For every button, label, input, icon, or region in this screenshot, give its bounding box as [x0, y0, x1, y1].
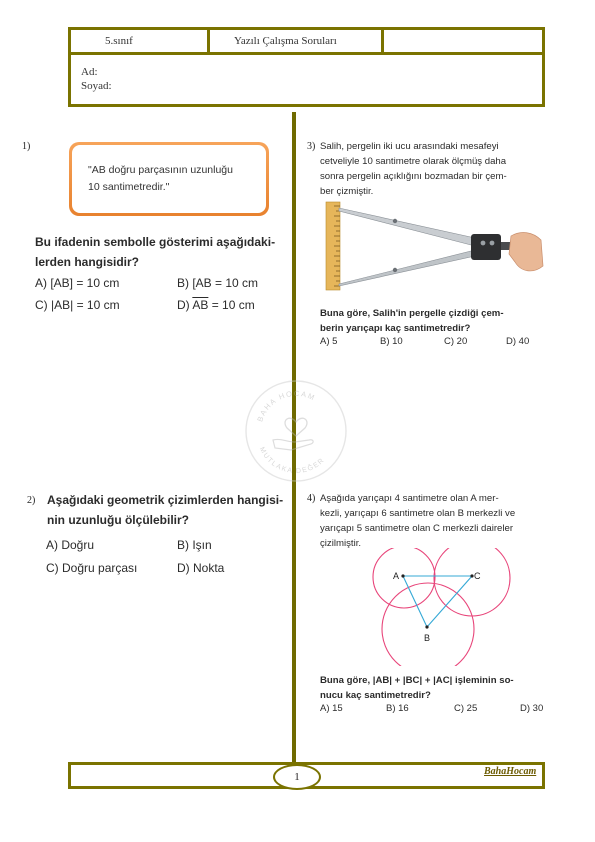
heart-icon [285, 418, 307, 436]
compass-leg-icon [339, 250, 475, 286]
q1-quote-line: "AB doğru parçasının uzunluğu [88, 164, 233, 176]
compass-hinge-icon [471, 234, 501, 260]
q4-question-line: Buna göre, |AB| + |BC| + |AC| işleminin so- [320, 675, 514, 686]
q3-text-line: ber çizmiştir. [320, 186, 374, 197]
q4-option-c[interactable]: C) 25 [454, 703, 478, 714]
q3-number: 3) [307, 141, 316, 152]
header-box [68, 27, 545, 107]
surname-label: Soyad: [81, 80, 112, 92]
q1-number: 1) [22, 141, 31, 152]
q4-text-line: yarıçapı 5 santimetre olan C merkezli daireler [320, 523, 514, 534]
q2-option-a[interactable]: A) Doğru [46, 538, 95, 552]
q3-question-line: Buna göre, Salih'in pergelle çizdiği çem- [320, 308, 504, 319]
q1-option-d-segment: $\overline{AB}$ [192, 298, 209, 312]
signature: BahaHocam [484, 766, 537, 777]
q4-option-d[interactable]: D) 30 [520, 703, 544, 714]
label-c: C [474, 571, 481, 581]
q1-stem-line: lerden hangisidir? [35, 255, 140, 269]
header-divider [381, 30, 384, 52]
q3-option-c[interactable]: C) 20 [444, 336, 468, 347]
q4-option-b[interactable]: B) 16 [386, 703, 409, 714]
name-label: Ad: [81, 66, 98, 78]
q2-option-d[interactable]: D) Nokta [177, 561, 225, 575]
q1-quote-line: 10 santimetredir." [88, 181, 170, 193]
q1-option-d-prefix: D) [177, 298, 193, 312]
header-divider [207, 30, 210, 52]
q4-question-line: nucu kaç santimetredir? [320, 690, 431, 701]
q4-text [320, 491, 546, 551]
q3-question-line: berin yarıçapı kaç santimetredir? [320, 323, 471, 334]
q1-option-d[interactable] [177, 298, 255, 312]
q3-question [320, 306, 546, 336]
q4-text-line: Aşağıda yarıçapı 4 santimetre olan A mer- [320, 493, 499, 504]
compass-leg-icon [339, 208, 475, 246]
grade-label: 5.sınıf [105, 35, 133, 47]
q3-option-d[interactable]: D) 40 [506, 336, 530, 347]
watermark-seal [243, 378, 349, 484]
header-title: Yazılı Çalışma Soruları [234, 35, 337, 47]
q4-option-a[interactable]: A) 15 [320, 703, 343, 714]
q3-option-a[interactable]: A) 5 [320, 336, 338, 347]
q1-option-d-suffix: = 10 cm [208, 298, 255, 312]
q1-quote-box [69, 142, 269, 216]
hand-icon [273, 439, 313, 450]
q2-stem [47, 490, 283, 530]
circles-diagram [360, 548, 530, 666]
q1-quote [72, 145, 266, 213]
q2-stem-line: nin uzunluğu ölçülebilir? [47, 513, 189, 527]
header-row [71, 30, 542, 55]
q4-text-line: kezli, yarıçapı 6 santimetre olan B merkezli ve [320, 508, 516, 519]
q2-option-c[interactable]: C) Doğru parçası [46, 561, 138, 575]
q1-option-c[interactable]: C) |AB| = 10 cm [35, 298, 120, 312]
q4-text-line: çizilmiştir. [320, 538, 362, 549]
q3-option-b[interactable]: B) 10 [380, 336, 403, 347]
svg-text:BAHA HOCAM: BAHA HOCAM [255, 388, 318, 423]
q1-option-a[interactable]: A) [AB] = 10 cm [35, 276, 120, 290]
label-b: B [424, 633, 431, 643]
q1-stem-line: Bu ifadenin sembolle gösterimi aşağıdaki- [35, 235, 276, 249]
svg-text:MUTLAKA DEĞER: MUTLAKA DEĞER [257, 446, 327, 476]
q3-text [320, 139, 546, 199]
q4-question [320, 673, 546, 703]
q1-option-b[interactable]: B) [AB = 10 cm [177, 276, 259, 290]
q2-stem-line: Aşağıdaki geometrik çizimlerden hangisi- [47, 493, 284, 507]
q3-text-line: Salih, pergelin iki ucu arasındaki mesafeyi [320, 141, 499, 152]
q2-number: 2) [27, 495, 36, 506]
page-number: 1 [273, 764, 321, 790]
q3-text-line: sonra pergelin açıklığını bozmadan bir çem- [320, 171, 507, 182]
circle-b [382, 583, 474, 666]
q4-number: 4) [307, 493, 316, 504]
hand-icon [509, 233, 543, 271]
q2-option-b[interactable]: B) Işın [177, 538, 212, 552]
compass-ruler-image [325, 200, 545, 292]
q1-stem [35, 232, 275, 272]
label-a: A [393, 571, 400, 581]
q3-text-line: cetveliyle 10 santimetre olarak ölçmüş daha [320, 156, 507, 167]
